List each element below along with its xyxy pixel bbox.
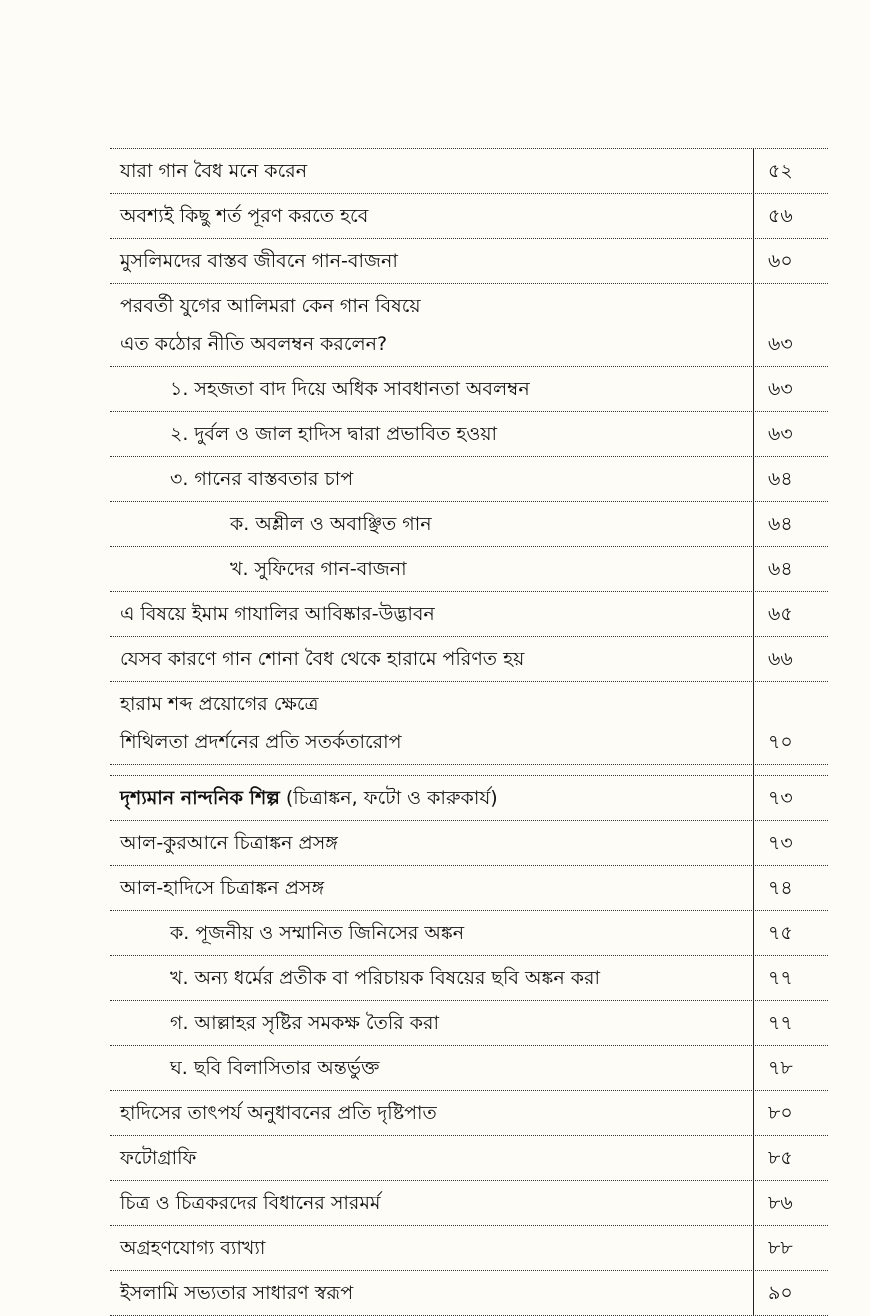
toc-entry-page: ৬৫ [768, 603, 793, 625]
toc-entry-title-text: আল-হাদিসে চিত্রাঙ্কন প্রসঙ্গ [120, 877, 325, 899]
toc-entry-page: ৫৬ [768, 205, 793, 227]
toc-entry-title-suffix: (চিত্রাঙ্কন, ফটো ও কারুকার্য) [279, 787, 498, 809]
toc-entry-title-text: ক. অশ্লীল ও অবাঞ্ছিত গান [230, 513, 432, 535]
toc-row [110, 1001, 828, 1046]
toc-row [110, 776, 828, 821]
toc-entry-page: ৬৪ [768, 558, 793, 580]
toc-entry-page: ৬৩ [768, 378, 793, 400]
toc-row [110, 682, 828, 765]
toc-entry-title [110, 866, 754, 910]
toc-entry-title-text: ১. সহজতা বাদ দিয়ে অধিক সাবধানতা অবলম্বন [170, 378, 530, 400]
toc-entry-title-line2: এত কঠোর নীতি অবলম্বন করলেন? [120, 333, 388, 355]
toc-entry-title-text: খ. অন্য ধর্মের প্রতীক বা পরিচায়ক বিষয়ের ছবি অঙ্কন করা [170, 967, 600, 989]
toc-entry-page: ৮০ [768, 1102, 793, 1124]
toc-entry-page: ৭৭ [768, 1012, 793, 1034]
toc-entry-title [110, 821, 754, 865]
toc-entry-title [110, 911, 754, 955]
toc-entry-title-text: চিত্র ও চিত্রকরদের বিধানের সারমর্ম [120, 1192, 381, 1214]
toc-row [110, 502, 828, 547]
toc-entry-title-text: ৩. গানের বাস্তবতার চাপ [170, 468, 354, 490]
toc-entry-page: ৬৪ [768, 513, 793, 535]
toc-entry-page: ৬৩ [768, 423, 793, 445]
toc-entry-title [110, 1136, 754, 1180]
toc-entry-page: ৭৫ [768, 922, 793, 944]
toc-entry-title-text: খ. সুফিদের গান-বাজনা [230, 558, 407, 580]
toc-row [110, 547, 828, 592]
toc-row [110, 592, 828, 637]
toc-entry-title [110, 1181, 754, 1225]
toc-entry-title [110, 1271, 754, 1315]
toc-entry-title-text: দৃশ্যমান নান্দনিক শিল্প [120, 787, 280, 809]
toc-row [110, 367, 828, 412]
toc-entry-title-text: হাদিসের তাৎপর্য অনুধাবনের প্রতি দৃষ্টিপাত [120, 1102, 437, 1124]
table-of-contents [110, 148, 828, 1316]
toc-entry-page: ৯০ [768, 1282, 793, 1304]
toc-entry-page: ৫২ [768, 160, 793, 182]
toc-entry-title-text: আল-কুরআনে চিত্রাঙ্কন প্রসঙ্গ [120, 832, 338, 854]
toc-entry-title-text: মুসলিমদের বাস্তব জীবনে গান-বাজনা [120, 250, 398, 272]
toc-entry-title-text: অবশ্যই কিছু শর্ত পূরণ করতে হবে [120, 205, 369, 227]
toc-row [110, 239, 828, 284]
toc-entry-title-text: ঘ. ছবি বিলাসিতার অন্তর্ভুক্ত [170, 1057, 380, 1079]
toc-entry-title [110, 239, 754, 283]
toc-entry-title-line2: শিথিলতা প্রদর্শনের প্রতি সতর্কতারোপ [120, 731, 402, 753]
toc-row [110, 1226, 828, 1271]
toc-entry-page: ৬০ [768, 250, 793, 272]
toc-row [110, 1136, 828, 1181]
toc-row [110, 284, 828, 367]
toc-entry-page: ৬৪ [768, 468, 793, 490]
toc-entry-title [110, 194, 754, 238]
toc-entry-title-text: ইসলামি সভ্যতার সাধারণ স্বরূপ [120, 1282, 354, 1304]
toc-row [110, 637, 828, 682]
toc-entry-title-text: হারাম শব্দ প্রয়োগের ক্ষেত্রে [120, 693, 319, 715]
toc-entry-title [110, 776, 754, 820]
toc-entry-page: ৮৮ [768, 1237, 793, 1259]
toc-entry-page: ৭৩ [768, 832, 793, 854]
toc-entry-title [110, 682, 754, 764]
toc-row [110, 866, 828, 911]
toc-entry-page: ৭০ [768, 731, 793, 753]
toc-entry-title-text: যেসব কারণে গান শোনা বৈধ থেকে হারামে পরিণত হয় [120, 648, 525, 670]
toc-entry-title [110, 956, 754, 1000]
toc-row [110, 194, 828, 239]
toc-entry-page: ৮৫ [768, 1147, 793, 1169]
toc-entry-title [110, 1046, 754, 1090]
toc-entry-title [110, 284, 754, 366]
toc-entry-title [110, 412, 754, 456]
toc-row [110, 149, 828, 194]
toc-entry-title [110, 592, 754, 636]
toc-row [110, 457, 828, 502]
toc-row [110, 412, 828, 457]
toc-entry-title-text: গ. আল্লাহর সৃষ্টির সমকক্ষ তৈরি করা [170, 1012, 440, 1034]
toc-entry-title [110, 149, 754, 193]
toc-row [110, 1046, 828, 1091]
toc-entry-title [110, 1091, 754, 1135]
toc-entry-title [110, 1001, 754, 1045]
toc-entry-title [110, 457, 754, 501]
toc-row [110, 911, 828, 956]
toc-entry-title [110, 637, 754, 681]
toc-entry-title-text: ২. দুর্বল ও জাল হাদিস দ্বারা প্রভাবিত হওয়া [170, 423, 498, 445]
toc-entry-title-text: অগ্রহণযোগ্য ব্যাখ্যা [120, 1237, 266, 1259]
toc-entry-page: ৭৮ [768, 1057, 793, 1079]
toc-row [110, 956, 828, 1001]
toc-entry-page: ৬৩ [768, 333, 793, 355]
toc-entry-title-text: যারা গান বৈধ মনে করেন [120, 160, 308, 182]
toc-entry-title [110, 547, 754, 591]
toc-entry-page: ৭৭ [768, 967, 793, 989]
toc-gap [110, 765, 828, 776]
toc-entry-page: ৭৪ [768, 877, 793, 899]
toc-entry-page: ৭৩ [768, 787, 793, 809]
toc-entry-title-text: এ বিষয়ে ইমাম গাযালির আবিষ্কার-উদ্ভাবন [120, 603, 435, 625]
toc-entry-title [110, 502, 754, 546]
toc-entry-title [110, 367, 754, 411]
toc-entry-page: ৮৬ [768, 1192, 793, 1214]
toc-row [110, 1181, 828, 1226]
toc-entry-page: ৬৬ [768, 648, 793, 670]
toc-entry-title-text: পরবর্তী যুগের আলিমরা কেন গান বিষয়ে [120, 295, 421, 317]
toc-row [110, 1271, 828, 1316]
toc-entry-title [110, 1226, 754, 1270]
toc-row [110, 821, 828, 866]
toc-row [110, 1091, 828, 1136]
toc-entry-title-text: ফটোগ্রাফি [120, 1147, 197, 1169]
toc-entry-title-text: ক. পূজনীয় ও সম্মানিত জিনিসের অঙ্কন [170, 922, 465, 944]
